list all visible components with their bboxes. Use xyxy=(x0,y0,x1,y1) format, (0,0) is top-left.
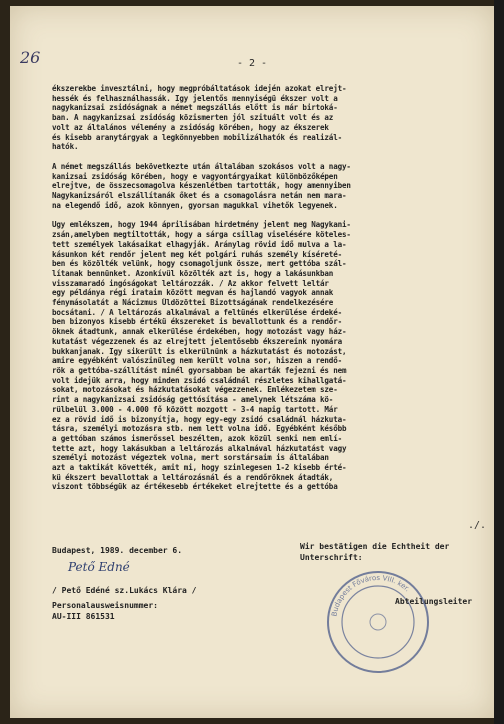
official-caption: Abteilungsleiter xyxy=(395,597,473,606)
text-line: öknek átadtunk, annak elkerülése érdekében, hogy motozást vagy ház- xyxy=(52,327,347,337)
svg-text:Budapest Főváros VIII. ker. xyxy=(330,574,411,617)
text-line: ékszerekbe invesztálni, hogy megpróbáltatások idején azokat elrejt- xyxy=(52,84,347,93)
text-line: tett személyek lakásaikat elhagyják. Aránylag rövid idő mulva a la- xyxy=(52,239,347,249)
text-line: ben bizonyos kisebb értékü ékszereket is bevallottunk és a rendőr- xyxy=(52,317,342,327)
text-line: visszamaradó ingóságokat leltározzák. / Az akkor felvett leltár xyxy=(52,278,329,288)
text-line: rülbelül 3.000 - 4.000 fő között mozgott - 3-4 napig tartott. Már xyxy=(52,404,338,414)
text-line: egy példánya régi irataim között megvan és hajlandó vagyok annak xyxy=(52,288,334,298)
text-line: elrejtve, de összecsomagolva készenlétben tartották, hogy amennyiben xyxy=(52,181,351,191)
id-number: AU-III 861531 xyxy=(52,612,115,621)
text-line: sokat, motozásokat és házkutatásokat végezzenek. Emlékezetem sze- xyxy=(52,385,338,395)
confirmation-text: Wir bestätigen die Echtheit der Unterschrift: xyxy=(300,542,450,562)
text-line: hessék és felhasználhassák. Igy jelentős mennyiségü ékszer volt a xyxy=(52,93,338,103)
paragraph xyxy=(52,162,472,211)
continuation-mark: ./. xyxy=(467,520,486,531)
text-line: bukkanjanak. Igy sikerült is elkerülnünk a házkutatást és motozást, xyxy=(52,346,347,356)
paragraph xyxy=(52,220,472,492)
text-line: kü ékszert bevallottak a leltározásnál és a rendőröknek átadták, xyxy=(52,472,334,482)
text-line: Nagykanizsáról elszállítanák őket és a csomagolásra netán nem mara- xyxy=(52,191,347,201)
stamp-text: Budapest Főváros VIII. ker. xyxy=(330,573,412,618)
text-line: fénymásolatát a Nácizmus Üldözöttei Bizottságának rendelkezésére xyxy=(52,298,334,308)
text-line: bocsátani. / A leltározás alkalmával a feltünés elkerülése érdeké- xyxy=(52,307,342,317)
page-number: - 2 - xyxy=(236,58,268,69)
text-line: amire egyébként valószinüleg nem került volna sor, hiszen a rendő- xyxy=(52,356,342,366)
text-line: tásra, személyi motozásra stb. nem lett volna idő. Egyébként később xyxy=(52,424,347,434)
text-line: a gettóban számos ismerőssel beszéltem, azok közül senki nem emlí- xyxy=(52,433,342,443)
text-line: rök a gettóba-szállítást minél gyorsabban be akarták fejezni és nem xyxy=(52,365,347,375)
text-line: és kisebb aranytárgyak a legkönnyebben mobilizálhatók és realizál- xyxy=(52,132,342,142)
text-line: lítanak bennünket. Azonkívül közölték azt is, hogy a lakásunkban xyxy=(52,268,334,278)
signer-name: / Pető Edéné sz.Lukács Klára / xyxy=(52,586,197,595)
text-line: kásunkon két rendőr jelent meg két polgári ruhás személy kíséreté- xyxy=(52,249,342,259)
text-line: ban. A nagykanizsai zsidóság közismerten jól szituált volt és az xyxy=(52,113,334,123)
text-line: rint a nagykanizsai zsidóság gettósítása - amelynek létszáma kö- xyxy=(52,395,334,405)
text-line: na elegendő idő, azok könnyen, gyorsan magukkal vihetők legyenek. xyxy=(52,200,338,210)
text-line: viszont többségük az értékesebb értékeket elrejtette és a gettóba xyxy=(52,482,338,492)
date-place: Budapest, 1989. december 6. xyxy=(52,546,183,555)
text-line: hatók. xyxy=(52,142,79,152)
id-label: Personalausweisnummer: xyxy=(52,601,158,610)
binder-edge xyxy=(494,0,504,724)
text-line: ez a rövid idő is bizonyítja, hogy egy-egy zsidó családnál házkuta- xyxy=(52,414,347,424)
official-stamp xyxy=(322,566,434,678)
paragraph xyxy=(52,84,472,152)
handwritten-signature: Pető Edné xyxy=(68,560,130,574)
text-line: ben és közölték velünk, hogy csomagoljunk össze, mert gettóba szál- xyxy=(52,259,347,269)
text-line: Ugy emlékszem, hogy 1944 áprilisában hirdetmény jelent meg Nagykani- xyxy=(52,220,351,230)
text-line: zsán,amelyben megtiltották, hogy a sárga csillag viselésére köteles- xyxy=(52,230,351,240)
text-line: volt idejük arra, hogy minden zsidó családnál részletes kihallgatá- xyxy=(52,375,347,385)
text-line: személyi motozást végeztek volna, mert sorstársaim is általában xyxy=(52,453,329,463)
document-body xyxy=(52,84,472,502)
text-line: nagykanizsai zsidóságnak a német megszállás előtt is már birtoká- xyxy=(52,103,338,113)
text-line: kutatást végezzenek és az elrejtett jelentősebb ékszereink nyomára xyxy=(52,336,342,346)
text-line: A német megszállás bekövetkezte után általában szokásos volt a nagy- xyxy=(52,161,351,171)
text-line: azt a taktikát követték, amit mi, hogy szinlegesen 1-2 kisebb érté- xyxy=(52,463,347,473)
text-line: tette azt, hogy lakásukban a leltározás alkalmával házkutatást vagy xyxy=(52,443,347,453)
text-line: volt az általános vélemény a zsidóság körében, hogy az ékszerek xyxy=(52,122,329,132)
handwritten-page-mark: 26 xyxy=(20,48,41,67)
text-line: kanizsai zsidóság körében, hogy e vagyontárgyaikat különbözőképen xyxy=(52,171,338,181)
